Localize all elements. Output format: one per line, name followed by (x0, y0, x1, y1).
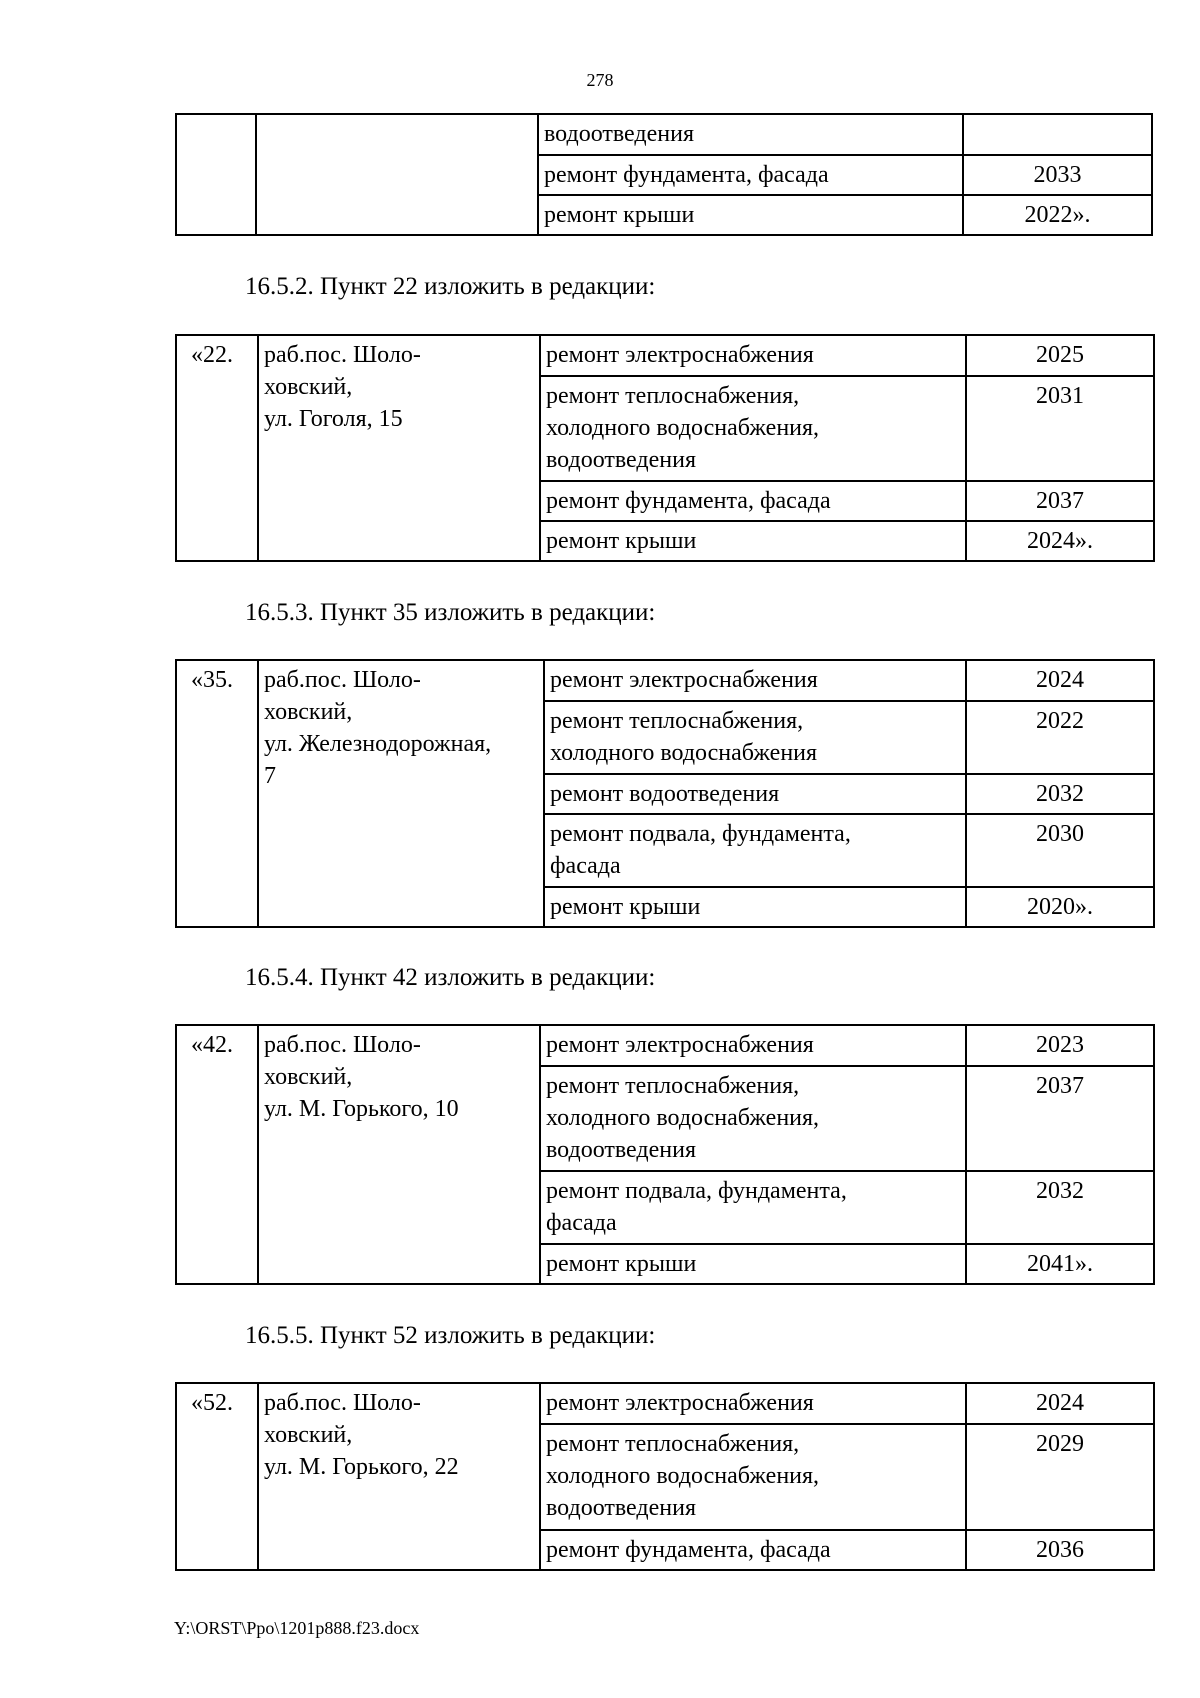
work-cell: водоотведения (538, 114, 963, 155)
item-number: «42. (176, 1025, 258, 1284)
table-row (176, 335, 1154, 376)
address-cell: раб.пос. Шоло- ховский, ул. Гоголя, 15 (258, 335, 540, 561)
year-cell: 2037 (966, 481, 1154, 521)
work-cell: ремонт электроснабжения (540, 1383, 966, 1424)
section-heading: 16.5.2. Пункт 22 изложить в редакции: (245, 273, 656, 300)
section-heading: 16.5.5. Пункт 52 изложить в редакции: (245, 1322, 656, 1349)
table-row (176, 1383, 1154, 1424)
work-cell: ремонт электроснабжения (540, 1025, 966, 1066)
year-cell: 2025 (966, 335, 1154, 376)
item-table-52 (175, 1382, 1155, 1571)
year-cell: 2037 (966, 1066, 1154, 1171)
year-cell: 2031 (966, 376, 1154, 481)
work-cell: ремонт крыши (544, 887, 966, 927)
item-number: «52. (176, 1383, 258, 1570)
work-cell: ремонт теплоснабжения, холодного водоснабжения (544, 701, 966, 774)
work-cell: ремонт водоотведения (544, 774, 966, 814)
page-number: 278 (586, 70, 614, 90)
work-cell: ремонт крыши (538, 195, 963, 235)
work-cell: ремонт теплоснабжения, холодного водоснабжения, водоотведения (540, 376, 966, 481)
year-cell: 2032 (966, 774, 1154, 814)
year-cell: 2030 (966, 814, 1154, 887)
work-cell: ремонт электроснабжения (544, 660, 966, 701)
year-cell: 2022 (966, 701, 1154, 774)
year-cell: 2024 (966, 660, 1154, 701)
work-cell: ремонт фундамента, фасада (538, 155, 963, 195)
item-number: «35. (176, 660, 258, 927)
work-cell: ремонт фундамента, фасада (540, 481, 966, 521)
item-table-42 (175, 1024, 1155, 1285)
item-number: «22. (176, 335, 258, 561)
year-cell: 2023 (966, 1025, 1154, 1066)
address-cell: раб.пос. Шоло- ховский, ул. М. Горького, 22 (258, 1383, 540, 1570)
work-cell: ремонт теплоснабжения, холодного водоснабжения, водоотведения (540, 1424, 966, 1530)
work-cell: ремонт электроснабжения (540, 335, 966, 376)
address-cell: раб.пос. Шоло- ховский, ул. Железнодорожная, 7 (258, 660, 544, 927)
address-cell: раб.пос. Шоло- ховский, ул. М. Горького, 10 (258, 1025, 540, 1284)
year-cell: 2024 (966, 1383, 1154, 1424)
table-row (176, 660, 1154, 701)
table-row (176, 1025, 1154, 1066)
year-cell: 2041». (966, 1244, 1154, 1284)
num-cell (176, 114, 256, 235)
work-cell: ремонт теплоснабжения, холодного водоснабжения, водоотведения (540, 1066, 966, 1171)
address-cell (256, 114, 538, 235)
year-cell: 2022». (963, 195, 1152, 235)
work-cell: ремонт крыши (540, 521, 966, 561)
year-cell: 2020». (966, 887, 1154, 927)
work-cell: ремонт крыши (540, 1244, 966, 1284)
continuation-table (175, 113, 1153, 236)
footer-file-path: Y:\ORST\Ppo\1201p888.f23.docx (174, 1618, 420, 1638)
year-cell: 2029 (966, 1424, 1154, 1530)
item-table-22 (175, 334, 1155, 562)
table-row (176, 114, 1152, 155)
item-table-35 (175, 659, 1155, 928)
year-cell: 2033 (963, 155, 1152, 195)
year-cell: 2024». (966, 521, 1154, 561)
work-cell: ремонт подвала, фундамента, фасада (540, 1171, 966, 1244)
year-cell: 2036 (966, 1530, 1154, 1570)
work-cell: ремонт подвала, фундамента, фасада (544, 814, 966, 887)
section-heading: 16.5.3. Пункт 35 изложить в редакции: (245, 599, 656, 626)
year-cell (963, 114, 1152, 155)
work-cell: ремонт фундамента, фасада (540, 1530, 966, 1570)
year-cell: 2032 (966, 1171, 1154, 1244)
section-heading: 16.5.4. Пункт 42 изложить в редакции: (245, 964, 656, 991)
